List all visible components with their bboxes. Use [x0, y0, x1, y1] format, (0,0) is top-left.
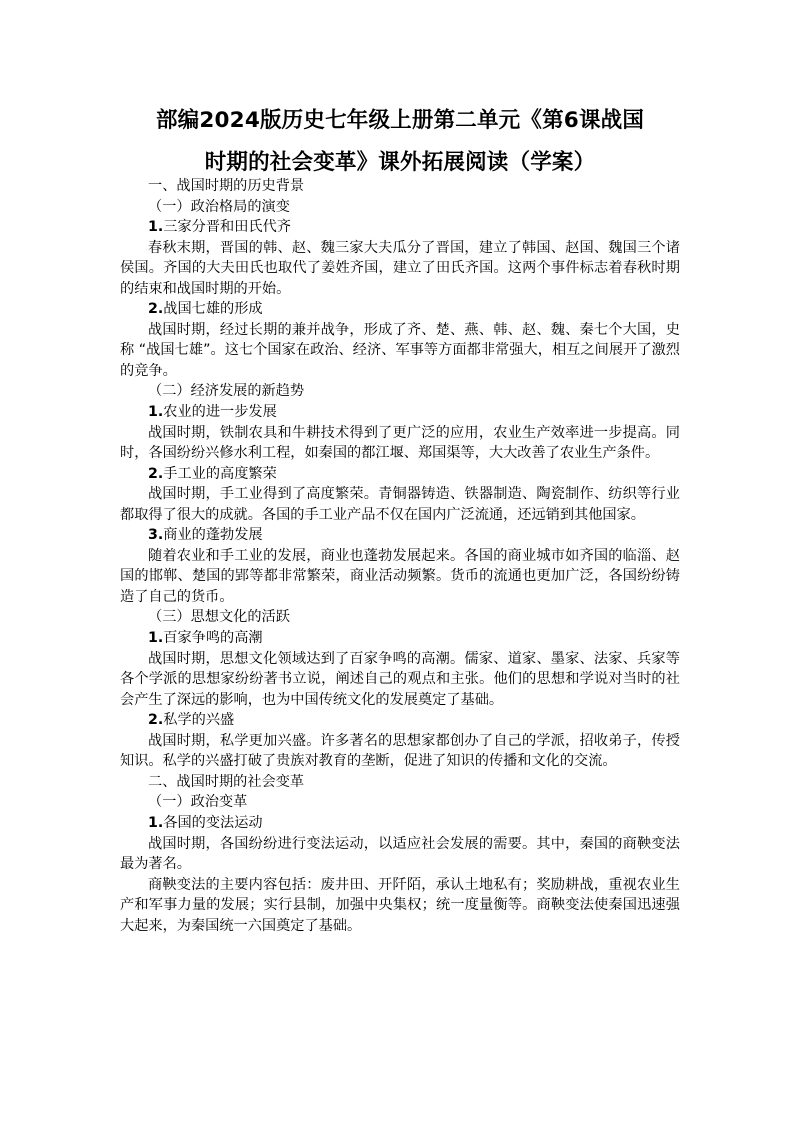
paragraph: [120, 546, 680, 608]
paragraph-text: （一）政治格局的演变: [148, 198, 290, 215]
paragraph: [120, 834, 680, 875]
subsection-heading: [120, 792, 680, 813]
paragraph-text: 战国时期，思想文化领域达到了百家争鸣的高潮。儒家、道家、墨家、法家、兵家等各个学派的思想家纷纷著书立说，阐述自己的观点和主张。他们的思想和学说对当时的社会产生了深远的影响，也为中国传统文化的发展奠定了基础。: [120, 650, 680, 708]
topic-heading: [120, 217, 680, 238]
subsection-heading: [120, 381, 680, 402]
paragraph-text: 商业的蓬勃发展: [163, 527, 263, 544]
topic-heading: [120, 710, 680, 731]
paragraph: [120, 731, 680, 772]
section-heading: [120, 176, 680, 197]
topic-number: 1.: [148, 404, 164, 421]
paragraph: [120, 320, 680, 382]
topic-heading: [120, 628, 680, 649]
topic-number: 2.: [148, 465, 164, 482]
paragraph: [120, 238, 680, 300]
paragraph-text: 各国的变法运动: [163, 814, 263, 831]
subsection-heading: [120, 607, 680, 628]
document-body: [120, 176, 680, 936]
paragraph-text: 战国七雄的形成: [163, 301, 263, 318]
title-line-2: 时期的社会变革》课外拓展阅读（学案）: [204, 150, 596, 175]
topic-number: 2.: [148, 301, 164, 318]
paragraph-text: 战国时期，私学更加兴盛。许多著名的思想家都创办了自己的学派，招收弟子，传授知识。私学的兴盛打破了贵族对教育的垄断，促进了知识的传播和文化的交流。: [120, 732, 680, 770]
document-title: [120, 100, 680, 184]
paragraph-text: 百家争鸣的高潮: [163, 630, 263, 647]
topic-number: 1.: [148, 814, 164, 831]
paragraph-text: 二、战国时期的社会变革: [148, 773, 305, 790]
paragraph-text: （一）政治变革: [148, 794, 248, 811]
paragraph-text: 农业的进一步发展: [163, 404, 277, 421]
paragraph-text: 随着农业和手工业的发展，商业也蓬勃发展起来。各国的商业城市如齐国的临淄、赵国的邯郸、楚国的郢等都非常繁荣，商业活动频繁。货币的流通也更加广泛，各国纷纷铸造了自己的货币。: [120, 547, 680, 605]
paragraph-text: （二）经济发展的新趋势: [148, 383, 305, 400]
paragraph: [120, 875, 680, 937]
paragraph: [120, 649, 680, 711]
topic-heading: [120, 813, 680, 834]
paragraph: [120, 484, 680, 525]
paragraph-text: 战国时期，各国纷纷进行变法运动，以适应社会发展的需要。其中，秦国的商鞅变法最为著名。: [120, 835, 680, 873]
topic-number: 3.: [148, 527, 164, 544]
paragraph-text: （三）思想文化的活跃: [148, 609, 290, 626]
paragraph-text: 战国时期，铁制农具和牛耕技术得到了更广泛的应用，农业生产效率进一步提高。同时，各国纷纷兴修水利工程，如秦国的都江堰、郑国渠等，大大改善了农业生产条件。: [120, 424, 680, 462]
paragraph-text: 春秋末期，晋国的韩、赵、魏三家大夫瓜分了晋国，建立了韩国、赵国、魏国三个诸侯国。齐国的大夫田氏也取代了姜姓齐国，建立了田氏齐国。这两个事件标志着春秋时期的结束和战国时期的开始。: [120, 239, 680, 297]
topic-number: 1.: [148, 630, 164, 647]
topic-number: 2.: [148, 712, 164, 729]
topic-heading: [120, 299, 680, 320]
title-line-1: 部编2024版历史七年级上册第二单元《第6课战国: [155, 108, 645, 133]
paragraph: [120, 423, 680, 464]
paragraph-text: 私学的兴盛: [163, 712, 235, 729]
paragraph-text: 手工业的高度繁荣: [163, 465, 277, 482]
paragraph-text: 战国时期，经过长期的兼并战争，形成了齐、楚、燕、韩、赵、魏、秦七个大国，史称 “战国七雄”。这七个国家在政治、经济、军事等方面都非常强大，相互之间展开了激烈的竞争。: [120, 321, 680, 379]
paragraph-text: 战国时期，手工业得到了高度繁荣。青铜器铸造、铁器制造、陶瓷制作、纺织等行业都取得了很大的成就。各国的手工业产品不仅在国内广泛流通，还远销到其他国家。: [120, 486, 680, 523]
topic-heading: [120, 464, 680, 485]
topic-heading: [120, 402, 680, 423]
section-heading: [120, 772, 680, 793]
topic-number: 1.: [148, 219, 164, 236]
subsection-heading: [120, 197, 680, 218]
paragraph-text: 商鞅变法的主要内容包括：废井田、开阡陌，承认土地私有；奖励耕战，重视农业生产和军事力量的发展；实行县制，加强中央集权；统一度量衡等。商鞅变法使秦国迅速强大起来，为秦国统一六国奠定了基础。: [120, 876, 680, 934]
paragraph-text: 三家分晋和田氏代齐: [163, 219, 291, 236]
paragraph-text: 一、战国时期的历史背景: [148, 178, 305, 194]
topic-heading: [120, 525, 680, 546]
